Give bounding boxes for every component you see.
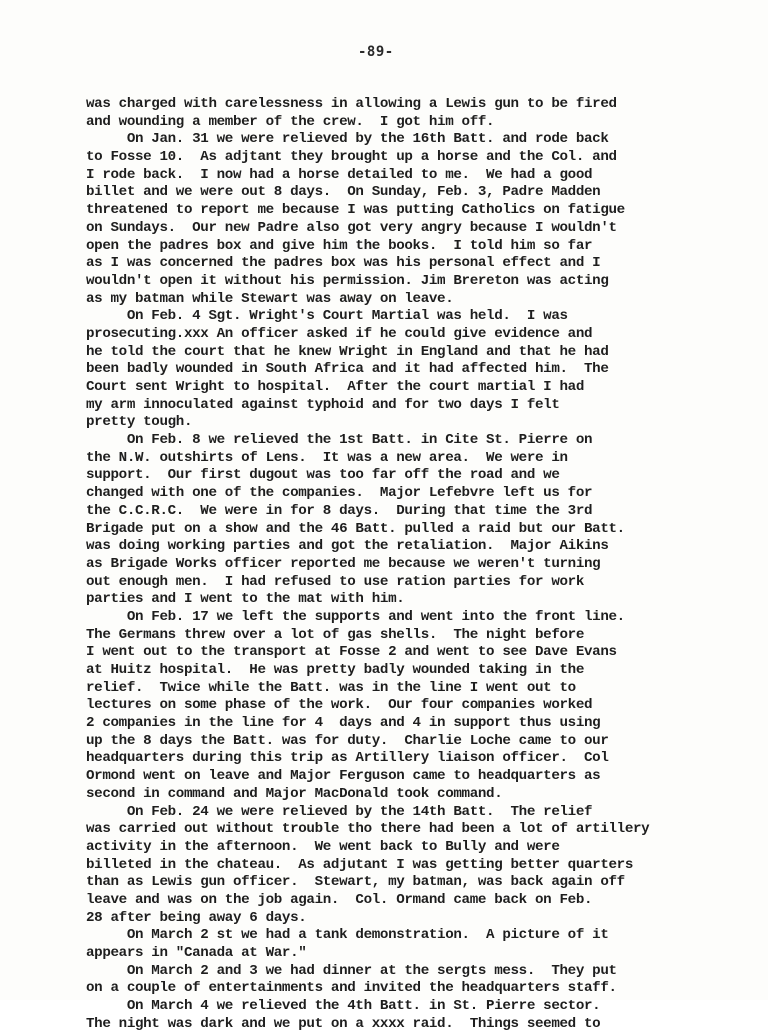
- text-line: and wounding a member of the crew. I got him off.: [86, 113, 495, 130]
- text-line: Court sent Wright to hospital. After the court martial I had: [86, 379, 584, 395]
- page-number: -89-: [358, 44, 394, 60]
- text-line: been badly wounded in South Africa and it had affected him. The: [86, 361, 609, 378]
- text-line: The Germans threw over a lot of gas shells. The night before: [86, 626, 584, 643]
- text-line: 2 companies in the line for 4 days and 4 in support thus using: [86, 715, 601, 732]
- text-line: On March 2 st we had a tank demonstration. A picture of it: [86, 927, 609, 944]
- text-line: up the 8 days the Batt. was for duty. Charlie Loche came to our: [86, 732, 609, 749]
- text-line: parties and I went to the mat with him.: [86, 591, 405, 608]
- text-line: On March 2 and 3 we had dinner at the sergts mess. They put: [86, 962, 617, 979]
- text-line: prosecuting.xxx An officer asked if he could give evidence and: [86, 325, 593, 342]
- text-line: I rode back. I now had a horse detailed to me. We had a good: [86, 166, 593, 183]
- text-line: was carried out without trouble tho there had been a lot of artillery: [86, 821, 650, 838]
- text-line: pretty tough.: [86, 414, 193, 431]
- text-line: second in command and Major MacDonald took command.: [86, 785, 503, 802]
- text-line: On Feb. 17 we left the supports and went into the front line.: [86, 608, 625, 625]
- text-line: activity in the afternoon. We went back to Bully and were: [86, 838, 560, 855]
- text-line: On March 4 we relieved the 4th Batt. in St. Pierre sector.: [86, 998, 601, 1015]
- text-line: Brigade put on a show and the 46 Batt. pulled a raid but our Batt.: [86, 520, 625, 537]
- text-line: On Feb. 8 we relieved the 1st Batt. in Cite St. Pierre on: [86, 432, 593, 449]
- text-line: as I was concerned the padres box was his personal effect and I: [86, 255, 601, 272]
- text-line: as my batman while Stewart was away on leave.: [86, 290, 454, 307]
- text-line: the C.C.R.C. We were in for 8 days. During that time the 3rd: [86, 502, 593, 519]
- text-line: The night was dark and we put on a xxxx raid. Things seemed to: [86, 1015, 601, 1032]
- text-line: the N.W. outshirts of Lens. It was a new area. We were in: [86, 449, 568, 466]
- text-line: to Fosse 10. As adjtant they brought up a horse and the Col. and: [86, 149, 617, 166]
- text-line: 28 after being away 6 days.: [86, 909, 307, 926]
- text-line: lectures on some phase of the work. Our four companies worked: [86, 697, 593, 714]
- text-line: billet and we were out 8 days. On Sunday, Feb. 3, Padre Madden: [86, 184, 601, 201]
- text-line: headquarters during this trip as Artillery liaison officer. Col: [86, 750, 609, 767]
- text-line: I went out to the transport at Fosse 2 and went to see Dave Evans: [86, 644, 617, 661]
- text-line: on a couple of entertainments and invited the headquarters staff.: [86, 980, 617, 997]
- text-line: On Feb. 24 we were relieved by the 14th Batt. The relief: [86, 803, 593, 820]
- text-line: billeted in the chateau. As adjutant I was getting better quarters: [86, 856, 633, 873]
- text-line: at Huitz hospital. He was pretty badly wounded taking in the: [86, 662, 584, 678]
- text-line: relief. Twice while the Batt. was in the line I went out to: [86, 679, 576, 696]
- text-line: Ormond went on leave and Major Ferguson came to headquarters as: [86, 768, 601, 785]
- text-line: leave and was on the job again. Col. Ormand came back on Feb.: [86, 891, 593, 908]
- text-line: wouldn't open it without his permission. Jim Brereton was acting: [86, 272, 609, 289]
- text-line: changed with one of the companies. Major Lefebvre left us for: [86, 485, 593, 502]
- text-line: appears in "Canada at War.": [86, 945, 307, 961]
- text-line: support. Our first dugout was too far off the road and we: [86, 467, 560, 484]
- text-line: as Brigade Works officer reported me because we weren't turning: [86, 555, 601, 572]
- text-line: my arm innoculated against typhoid and for two days I felt: [86, 396, 560, 413]
- text-line: was doing working parties and got the retaliation. Major Aikins: [86, 538, 609, 555]
- text-line: he told the court that he knew Wright in England and that he had: [86, 343, 609, 360]
- text-line: On Feb. 4 Sgt. Wright's Court Martial was held. I was: [86, 308, 568, 325]
- text-line: was charged with carelessness in allowing a Lewis gun to be fired: [86, 96, 617, 112]
- text-line: On Jan. 31 we were relieved by the 16th Batt. and rode back: [86, 131, 609, 148]
- text-line: out enough men. I had refused to use ration parties for work: [86, 573, 584, 590]
- text-line: on Sundays. Our new Padre also got very angry because I wouldn't: [86, 219, 617, 236]
- text-line: threatened to report me because I was putting Catholics on fatigue: [86, 202, 625, 219]
- text-line: open the padres box and give him the books. I told him so far: [86, 237, 593, 254]
- text-line: than as Lewis gun officer. Stewart, my batman, was back again off: [86, 874, 625, 891]
- typewritten-text-body: [86, 96, 756, 1033]
